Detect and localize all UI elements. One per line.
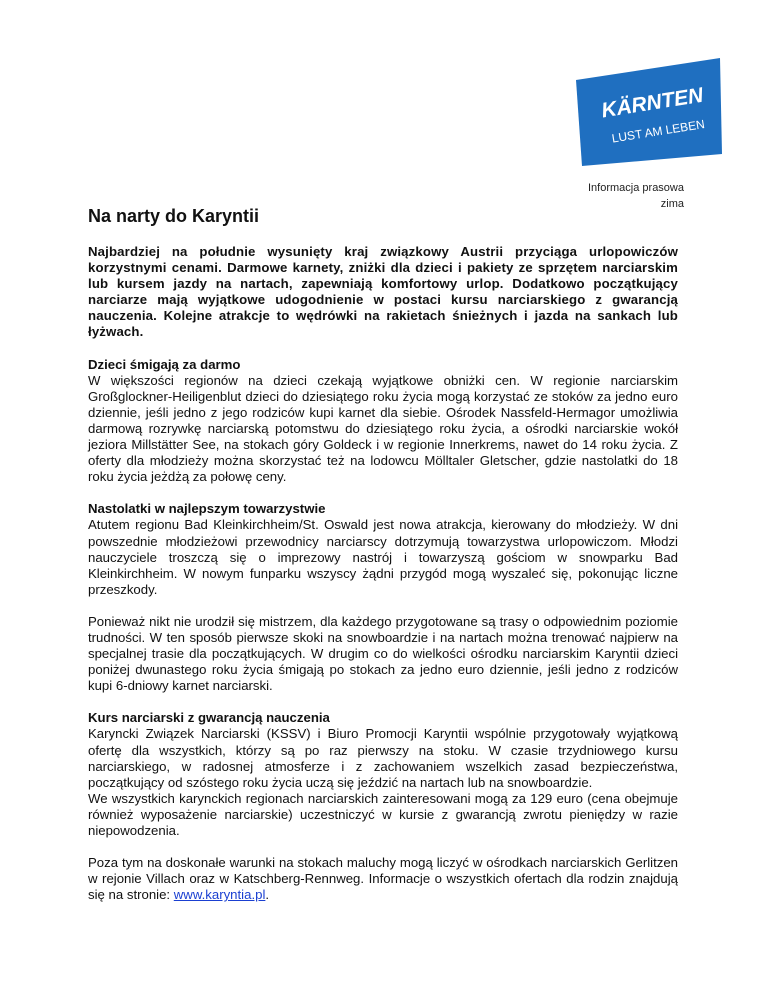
closing-text: Poza tym na doskonałe warunki na stokach maluchy mogą liczyć w ośrodkach narciarskich Gerlitzen w rejonie Villach oraz w Katschberg-Rennweg. Informacje o wszystkich ofertach dla rodzin znajdują się na stronie: [88, 855, 678, 903]
logo-brand-text: KÄRNTEN [599, 83, 705, 123]
logo-tagline-text: LUST AM LEBEN [610, 117, 706, 146]
section-teenagers [88, 501, 678, 598]
closing-period: . [265, 887, 270, 903]
section-children [88, 357, 678, 486]
closing-paragraph [88, 855, 678, 903]
section-paragraph: Karyncki Związek Narciarski (KSSV) i Biuro Promocji Karyntii wspólnie przygotowały wyjątkową ofertę dla wszystkich, którzy są po raz pierwszy na stoku. W czasie trzydniowego kursu narciarskiego, w radosnej atmosferze i z zachowaniem wszelkich zasad bezpieczeństwa, początkujący od szóstego roku życia uczą się jeździć na nartach lub na snowboardzie. [88, 726, 678, 790]
section-heading: Nastolatki w najlepszym towarzystwie [88, 501, 326, 517]
press-info [588, 180, 684, 212]
karnten-logo-badge [574, 58, 724, 166]
press-info-label: Informacja prasowa [588, 182, 684, 194]
section-heading: Dzieci śmigają za darmo [88, 356, 241, 372]
section-paragraph: We wszystkich karynckich regionach narciarskich zainteresowani mogą za 129 euro (cena obejmuje również wyposażenie narciarskie) uczestniczyć w kursie z gwarancją zwrotu pieniędzy w razie niepowodzenia. [88, 790, 678, 838]
section-difficulty [88, 614, 678, 694]
section-paragraph: Atutem regionu Bad Kleinkirchheim/St. Oswald jest nowa atrakcja, kierowany do młodzieży. W dni powszednie młodzieżowi przewodnicy narciarscy dotrzymują towarzystwa urlopowiczom. Młodzi nauczyciele troszczą się o imprezowy nastrój i towarzyszą gościom w snowparku Bad Kleinkirchheim. W nowym funparku wszyscy żądni przygód mogą wyszaleć się, pokonując liczne przeszkody. [88, 517, 678, 597]
article-body [88, 244, 678, 919]
website-link[interactable]: www.karyntia.pl [173, 887, 266, 903]
section-ski-course [88, 710, 678, 839]
section-heading: Kurs narciarski z gwarancją nauczenia [88, 710, 330, 726]
page-title: Na narty do Karyntii [88, 206, 260, 226]
section-paragraph: Ponieważ nikt nie urodził się mistrzem, dla każdego przygotowane są trasy o odpowiednim poziomie trudności. W ten sposób pierwsze skoki na snowboardzie i na nartach można trenować najpierw na specjalnej trasie dla początkujących. W drugim co do wielkości ośrodku narciarskim Karyntii dzieci poniżej dwunastego roku życia śmigają po stokach za jedno euro dziennie, jeśli jedno z rodziców kupi 6-dniowy karnet narciarski. [88, 613, 678, 694]
lead-paragraph: Najbardziej na południe wysunięty kraj związkowy Austrii przyciąga urlopowiczów korzystnymi cenami. Darmowe karnety, zniżki dla dzieci i pakiety ze sprzętem narciarskim lub kursem jazdy na nartach, zapewniają komfortowy urlop. Dodatkowo początkujący narciarze mają wyjątkowe udogodnienie w postaci kursu narciarskiego z gwarancją nauczenia. Kolejne atrakcje to wędrówki na rakietach śnieżnych i jazda na sankach lub łyżwach. [88, 244, 678, 340]
section-paragraph: W większości regionów na dzieci czekają wyjątkowe obniżki cen. W regionie narciarskim Großglockner-Heiligenblut dzieci do dziesiątego roku życia mogą korzystać ze stoków za jedno euro dziennie, jeśli jedno z jego rodziców kupi karnet dla siebie. Ośrodek Nassfeld-Hermagor umożliwia darmową rozrywkę narciarską potomstwu do dziesiątego roku życia, a ośrodki narciarskie wokół jeziora Millstätter See, na stokach góry Goldeck i w regionie Innerkrems, nawet do 14 roku życia. Z oferty dla młodzieży można skorzystać też na lodowcu Mölltaler Gletscher, gdzie nastolatki do 18 roku życia jeżdżą za połowę ceny. [88, 372, 678, 485]
season-label: zima [660, 198, 684, 210]
karnten-logo [574, 58, 724, 166]
